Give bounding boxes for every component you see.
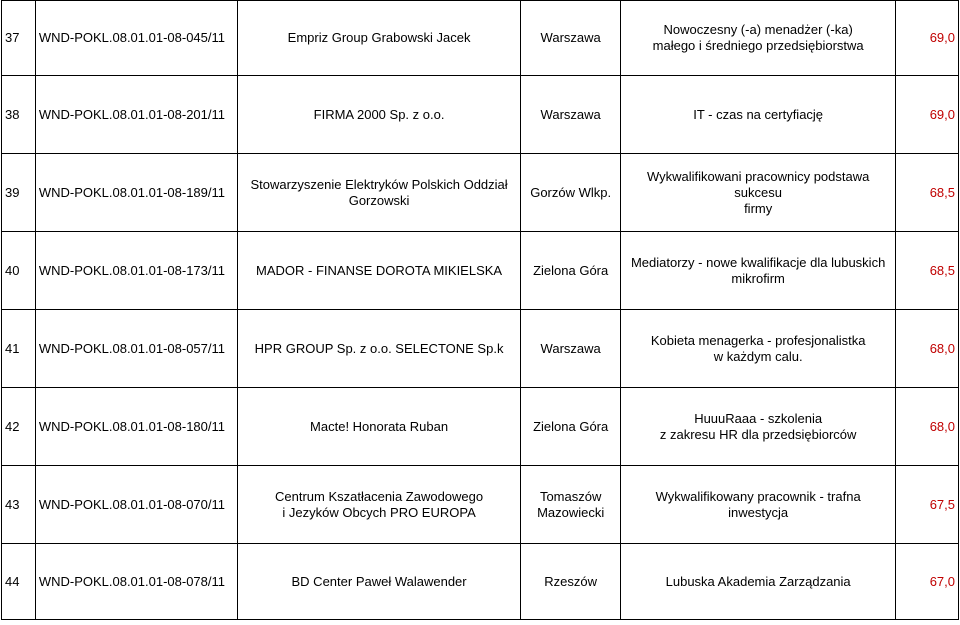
applicant-city: Warszawa bbox=[521, 76, 620, 154]
project-title: Wykwalifikowani pracownicy podstawa sukcesu firmy bbox=[620, 154, 896, 232]
row-number: 42 bbox=[2, 388, 36, 466]
ranking-table-body bbox=[2, 1, 959, 620]
table-row bbox=[2, 388, 959, 466]
project-title: Lubuska Akademia Zarządzania bbox=[620, 544, 896, 620]
application-code: WND-POKL.08.01.01-08-201/11 bbox=[35, 76, 237, 154]
table-row bbox=[2, 232, 959, 310]
applicant-city: Zielona Góra bbox=[521, 232, 620, 310]
score-value: 69,0 bbox=[896, 76, 959, 154]
row-number: 37 bbox=[2, 1, 36, 76]
application-code: WND-POKL.08.01.01-08-045/11 bbox=[35, 1, 237, 76]
project-title: Nowoczesny (-a) menadżer (-ka) małego i średniego przedsiębiorstwa bbox=[620, 1, 896, 76]
table-row bbox=[2, 76, 959, 154]
application-code: WND-POKL.08.01.01-08-180/11 bbox=[35, 388, 237, 466]
application-code: WND-POKL.08.01.01-08-057/11 bbox=[35, 310, 237, 388]
applicant-name: Empriz Group Grabowski Jacek bbox=[237, 1, 521, 76]
project-title: Mediatorzy - nowe kwalifikacje dla lubuskich mikrofirm bbox=[620, 232, 896, 310]
table-row bbox=[2, 1, 959, 76]
table-row bbox=[2, 310, 959, 388]
applicant-name: Macte! Honorata Ruban bbox=[237, 388, 521, 466]
score-value: 68,5 bbox=[896, 232, 959, 310]
project-title: Wykwalifikowany pracownik - trafna inwestycja bbox=[620, 466, 896, 544]
row-number: 41 bbox=[2, 310, 36, 388]
applicant-city: Rzeszów bbox=[521, 544, 620, 620]
table-row bbox=[2, 544, 959, 620]
table-row bbox=[2, 466, 959, 544]
applicant-name: MADOR - FINANSE DOROTA MIKIELSKA bbox=[237, 232, 521, 310]
ranking-table bbox=[1, 0, 959, 620]
row-number: 43 bbox=[2, 466, 36, 544]
row-number: 39 bbox=[2, 154, 36, 232]
application-code: WND-POKL.08.01.01-08-189/11 bbox=[35, 154, 237, 232]
applicant-city: Warszawa bbox=[521, 1, 620, 76]
score-value: 68,0 bbox=[896, 310, 959, 388]
applicant-name: Stowarzyszenie Elektryków Polskich Oddział Gorzowski bbox=[237, 154, 521, 232]
applicant-city: Zielona Góra bbox=[521, 388, 620, 466]
applicant-city: Gorzów Wlkp. bbox=[521, 154, 620, 232]
application-code: WND-POKL.08.01.01-08-173/11 bbox=[35, 232, 237, 310]
applicant-name: FIRMA 2000 Sp. z o.o. bbox=[237, 76, 521, 154]
applicant-name: BD Center Paweł Walawender bbox=[237, 544, 521, 620]
score-value: 67,5 bbox=[896, 466, 959, 544]
application-code: WND-POKL.08.01.01-08-070/11 bbox=[35, 466, 237, 544]
score-value: 68,5 bbox=[896, 154, 959, 232]
score-value: 69,0 bbox=[896, 1, 959, 76]
score-value: 68,0 bbox=[896, 388, 959, 466]
table-row bbox=[2, 154, 959, 232]
row-number: 44 bbox=[2, 544, 36, 620]
applicant-city: Tomaszów Mazowiecki bbox=[521, 466, 620, 544]
row-number: 40 bbox=[2, 232, 36, 310]
project-title: Kobieta menagerka - profesjonalistka w każdym calu. bbox=[620, 310, 896, 388]
application-code: WND-POKL.08.01.01-08-078/11 bbox=[35, 544, 237, 620]
applicant-name: Centrum Kszatłacenia Zawodowego i Jezyków Obcych PRO EUROPA bbox=[237, 466, 521, 544]
project-title: HuuuRaaa - szkolenia z zakresu HR dla przedsiębiorców bbox=[620, 388, 896, 466]
row-number: 38 bbox=[2, 76, 36, 154]
score-value: 67,0 bbox=[896, 544, 959, 620]
applicant-city: Warszawa bbox=[521, 310, 620, 388]
applicant-name: HPR GROUP Sp. z o.o. SELECTONE Sp.k bbox=[237, 310, 521, 388]
project-title: IT - czas na certyfiację bbox=[620, 76, 896, 154]
